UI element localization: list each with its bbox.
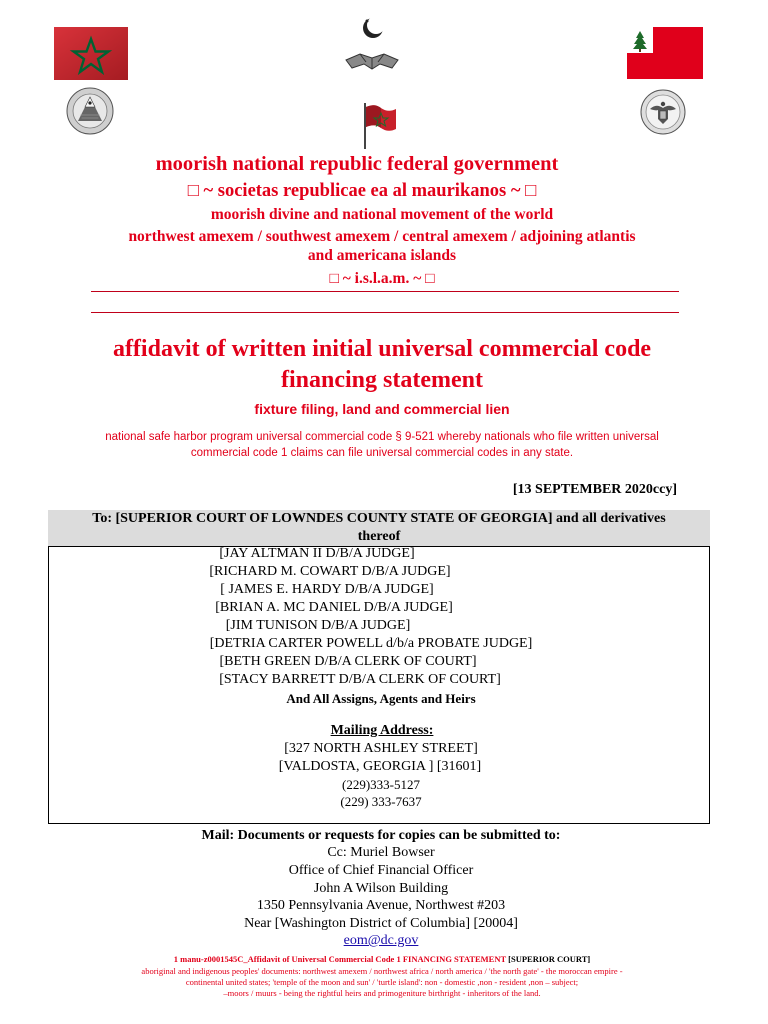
footer-line-3: continental united states; 'temple of the moon and sun' / 'turtle island': non - domestic ,non - resident ,non – subject; — [185, 977, 579, 987]
header-rule-2 — [91, 312, 679, 313]
mail-near: Near [Washington District of Columbia] [20004] — [244, 916, 518, 931]
affidavit-title-line-2: financing statement — [281, 367, 483, 393]
addressee-line-1: To: [SUPERIOR COURT OF LOWNDES COUNTY STATE OF GEORGIA] and all derivatives — [92, 511, 666, 526]
official-item: [JAY ALTMAN II D/B/A JUDGE] — [219, 546, 415, 561]
mailing-phone-1: (229)333-5127 — [342, 777, 420, 792]
program-line-1: national safe harbor program universal commercial code § 9-521 whereby nationals who file written universal — [105, 431, 659, 443]
regions-line-1: northwest amexem / southwest amexem / central amexem / adjoining atlantis — [128, 228, 636, 245]
mail-address: 1350 Pennsylvania Avenue, Northwest #203 — [256, 898, 506, 913]
flag-with-tree-icon — [627, 27, 703, 79]
official-item: [STACY BARRETT D/B/A CLERK OF COURT] — [219, 672, 501, 687]
government-title: moorish national republic federal government — [155, 153, 559, 175]
footer-line-2: aboriginal and indigenous peoples' documents: northwest amexem / northwest africa / north america / 'the north gate' - the moroccan empire - — [141, 966, 623, 976]
mailing-city: [VALDOSTA, GEORGIA ] [31601] — [278, 759, 482, 774]
header-rule-1 — [91, 291, 679, 292]
mailing-street: [327 NORTH ASHLEY STREET] — [284, 741, 478, 756]
addressee-line-2: thereof — [357, 529, 401, 544]
document-date: [13 SEPTEMBER 2020ccy] — [512, 482, 677, 497]
mailing-address-label: Mailing Address: — [330, 723, 434, 738]
official-item: [DETRIA CARTER POWELL d/b/a PROBATE JUDGE] — [209, 636, 533, 651]
mail-cc: Cc: Muriel Bowser — [327, 845, 435, 860]
pyramid-seal-icon — [66, 87, 114, 135]
societas-line: □ ~ societas republicae ea al maurikanos ~ □ — [187, 181, 537, 201]
assigns-line: And All Assigns, Agents and Heirs — [286, 691, 476, 706]
footer-reference-court: [SUPERIOR COURT] — [508, 954, 591, 964]
movement-line: moorish divine and national movement of the world — [210, 206, 554, 223]
mail-building: John A Wilson Building — [313, 881, 449, 896]
email-link[interactable]: eom@dc.gov — [343, 933, 419, 948]
official-item: [JIM TUNISON D/B/A JUDGE] — [225, 618, 411, 633]
us-great-seal-icon — [640, 89, 686, 135]
morocco-flag-icon — [54, 27, 128, 80]
islam-line: □ ~ i.s.l.a.m. ~ □ — [329, 270, 435, 287]
addressee-header — [48, 510, 710, 546]
mail-office: Office of Chief Financial Officer — [288, 863, 474, 878]
affidavit-subtitle: fixture filing, land and commercial lien — [254, 401, 510, 417]
official-item: [BETH GREEN D/B/A CLERK OF COURT] — [219, 654, 477, 669]
program-line-2: commercial code 1 claims can file universal commercial codes in any state. — [190, 447, 574, 459]
regions-line-2: and americana islands — [307, 247, 457, 264]
footer-reference-title: 1 manu-z0001545C_Affidavit of Universal Commercial Code 1 FINANCING STATEMENT — [173, 954, 507, 964]
mail-heading: Mail: Documents or requests for copies can be submitted to: — [201, 828, 561, 843]
footer-reference — [0, 954, 766, 964]
official-item: [RICHARD M. COWART D/B/A JUDGE] — [209, 564, 451, 579]
crescent-handshake-icon — [342, 14, 402, 76]
official-item: [BRIAN A. MC DANIEL D/B/A JUDGE] — [215, 600, 453, 615]
mail-email-line — [0, 933, 765, 949]
official-item: [ JAMES E. HARDY D/B/A JUDGE] — [220, 582, 434, 597]
affidavit-title-line-1: affidavit of written initial universal commercial code — [112, 336, 652, 362]
waving-flag-icon — [361, 101, 399, 151]
footer-line-4: –moors / muurs - being the rightful heirs and primogeniture birthright - inheritors of the land. — [223, 988, 541, 998]
mailing-phone-2: (229) 333-7637 — [340, 794, 422, 809]
